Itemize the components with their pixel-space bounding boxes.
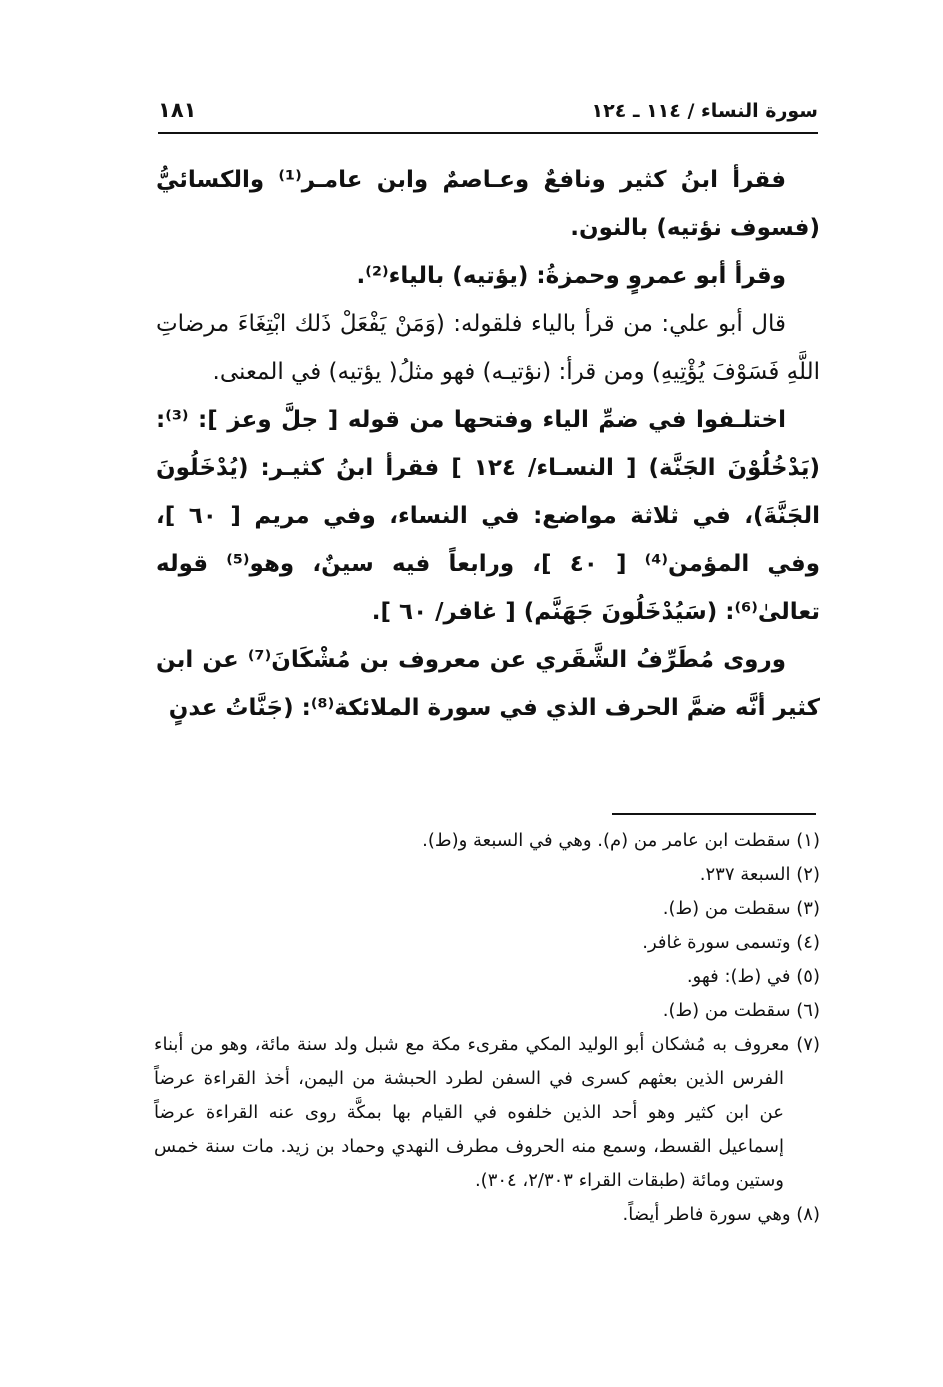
footnote-5: (٥) في (ط): فهو. [686, 966, 820, 987]
paragraph-2: وقرأ أبو عمروٍ وحمزةُ: (يؤتيه) بالياء⁽²⁾. [356, 263, 786, 289]
footnote-4: (٤) وتسمى سورة غافر. [642, 932, 820, 953]
paragraph-5: وروى مُطَرِّفُ الشَّقَري عن معروف بن مُشْكَانَ⁽⁷⁾ عن ابن كثير أنَّه ضمَّ الحرف الذي في سورة الملائكة⁽⁸⁾: (جَنَّاتُ عدنٍ [156, 647, 820, 721]
footnote-divider [612, 813, 816, 815]
footnote-8: (٨) وهي سورة فاطر أيضاً. [622, 1204, 820, 1225]
running-header [158, 92, 818, 130]
footnote-1: (١) سقطت ابن عامر من (م). وهي في السبعة و(ط). [422, 830, 820, 851]
paragraph-4: اختلـفوا في ضمِّ الياء وفتحها من قوله [ جلَّ وعز ]: ⁽³⁾: (يَدْخُلُوْنَ الجَنَّة) [ النسـاء/ ١٢٤ ] فقرأ ابنُ كثيـر: (يُدْخَلُونَ الجَنَّةَ)، في ثلاثة مواضع: في النساء، وفي مريم [ ٦٠ ]، وفي المؤمن⁽⁴⁾ [ ٤٠ ]، ورابعاً فيه سينٌ، وهو⁽⁵⁾ قوله تعالىٰ⁽⁶⁾: (سَيُدْخَلُونَ جَهَنَّم) [ غافر/ ٦٠ ]. [156, 407, 821, 625]
footnote-3: (٣) سقطت من (ط). [662, 898, 820, 919]
footnote-6: (٦) سقطت من (ط). [662, 1000, 820, 1021]
paragraph-1: فقرأ ابنُ كثير ونافعٌ وعـاصمٌ وابن عامـر⁽¹⁾ والكسائيُّ (فسوف نؤتيه) بالنون. [156, 167, 820, 241]
page-number: ١٨١ [158, 98, 197, 122]
paragraph-3: قال أبو علي: من قرأ بالياء فلقوله: (وَمَنْ يَفْعَلْ ذَلك ابْتِغَاءَ مرضاتِ اللَّهِ فَسَوْفَ يُؤْتِيهِ) ومن قرأ: (نؤتيـه) فهو مثلُ( يؤتيه) في المعنى. [156, 311, 820, 385]
footnote-7: (٧) معروف به مُشكان أبو الوليد المكي مقرىء مكة مع شبل ولد سنة مائة، وهو من أبناء الفرس الذين بعثهم كسرى في السفن لطرد الحبشة من اليمن، أخذ القراءة عرضاً عن ابن كثير وهو أحد الذين خلفوه في القيام بها بمكَّة روى عنه القراءة عرضاً إسماعيل القسط، وسمع منه الحروف مطرف النهدي وحماد بن زيد. مات سنة خمس وستين ومائة (طبقات القراء ٢/٣٠٣، ٣٠٤). [154, 1034, 820, 1191]
header-divider [158, 132, 818, 134]
header-surah-title: سورة النساء / ١١٤ ـ ١٢٤ [591, 100, 818, 122]
footnote-2: (٢) السبعة ٢٣٧. [699, 864, 820, 885]
footnotes [154, 824, 820, 1232]
main-text [156, 156, 820, 732]
